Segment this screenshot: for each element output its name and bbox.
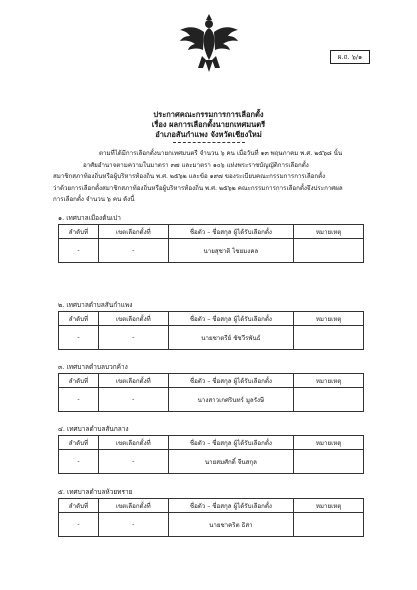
cell-elected-name: นายสุชาติ ไชยมงคล [168, 239, 294, 263]
column-header-order: ลำดับที่ [59, 312, 99, 326]
column-header-name: ชื่อตัว – ชื่อสกุล ผู้ได้รับเลือกตั้ง [168, 312, 294, 326]
column-header-note: หมายเหตุ [294, 499, 364, 513]
column-header-note: หมายเหตุ [294, 225, 364, 239]
municipality-section [58, 300, 364, 350]
column-header-zone: เขตเลือกตั้งที่ [98, 312, 168, 326]
column-header-name: ชื่อตัว – ชื่อสกุล ผู้ได้รับเลือกตั้ง [168, 499, 294, 513]
body-paragraph-2-line-2: สมาชิกสภาท้องถิ่นหรือผู้บริหารท้องถิ่น พ.ศ. ๒๕๖๒ และข้อ ๑๙๗ ของระเบียบคณะกรรมการการเลือกตั้ง [53, 173, 326, 180]
cell-elected-name: นายชาคริต ธิสา [168, 513, 294, 537]
cell-note [294, 326, 364, 350]
cell-order: - [59, 326, 99, 350]
column-header-name: ชื่อตัว – ชื่อสกุล ผู้ได้รับเลือกตั้ง [168, 225, 294, 239]
cell-zone: - [98, 513, 168, 537]
section-title: ๓. เทศบาลตำบลบวกค้าง [58, 363, 128, 371]
body-paragraph-2-line-1: อาศัยอำนาจตามความในมาตรา ๓๗ และมาตรา ๑๐๖ แห่งพระราชบัญญัติการเลือกตั้ง [83, 161, 309, 169]
cell-note [294, 450, 364, 474]
column-header-note: หมายเหตุ [294, 436, 364, 450]
municipality-section [58, 213, 364, 263]
column-header-order: ลำดับที่ [59, 436, 99, 450]
cell-zone: - [98, 450, 168, 474]
results-table [58, 498, 364, 537]
municipality-section [58, 487, 364, 537]
cell-elected-name: นางสาวเกศรินทร์ มูลรังษี [168, 388, 294, 412]
body-paragraph-1: ตามที่ได้มีการเลือกตั้งนายกเทศมนตรี จำนวน ๖ คน เมื่อวันที่ ๑๓ พฤษภาคม พ.ศ. ๒๕๖๘ นั้น [99, 150, 343, 157]
cell-order: - [59, 239, 99, 263]
section-title: ๕. เทศบาลตำบลห้วยทราย [58, 488, 133, 496]
section-title: ๔. เทศบาลตำบลสันกลาง [58, 425, 129, 433]
cell-zone: - [98, 326, 168, 350]
column-header-order: ลำดับที่ [59, 499, 99, 513]
table-header-row [59, 312, 364, 326]
table-row [59, 388, 364, 412]
municipality-section [58, 362, 364, 412]
column-header-order: ลำดับที่ [59, 374, 99, 388]
section-title: ๒. เทศบาลตำบลสันกำแพง [58, 301, 133, 309]
results-table [58, 373, 364, 412]
table-row [59, 513, 364, 537]
cell-zone: - [98, 388, 168, 412]
announcement-body [53, 148, 373, 206]
cell-elected-name: นายสมศักดิ์ จีนสกุล [168, 450, 294, 474]
column-header-note: หมายเหตุ [294, 312, 364, 326]
header-line-1: ประกาศคณะกรรมการการเลือกตั้ง [153, 110, 264, 119]
cell-order: - [59, 450, 99, 474]
cell-elected-name: นายชาตรีย์ ชัชวีรพันธ์ [168, 326, 294, 350]
table-header-row [59, 225, 364, 239]
column-header-zone: เขตเลือกตั้งที่ [98, 374, 168, 388]
column-header-order: ลำดับที่ [59, 225, 99, 239]
column-header-note: หมายเหตุ [294, 374, 364, 388]
cell-note [294, 513, 364, 537]
section-title: ๑. เทศบาลเมืองต้นเปา [58, 214, 121, 222]
cell-zone: - [98, 239, 168, 263]
cell-order: - [59, 513, 99, 537]
table-header-row [59, 374, 364, 388]
form-code-box: ผ.ถ. ๖/๑ [330, 50, 370, 64]
cell-note [294, 239, 364, 263]
announcement-header [0, 110, 417, 143]
column-header-zone: เขตเลือกตั้งที่ [98, 499, 168, 513]
table-row [59, 326, 364, 350]
table-row [59, 450, 364, 474]
column-header-zone: เขตเลือกตั้งที่ [98, 225, 168, 239]
table-header-row [59, 436, 364, 450]
municipality-section [58, 424, 364, 474]
cell-note [294, 388, 364, 412]
table-header-row [59, 499, 364, 513]
results-table [58, 224, 364, 263]
garuda-emblem-icon [176, 10, 242, 76]
body-paragraph-2-line-4: การเลือกตั้ง จำนวน ๖ คน ดังนี้ [53, 196, 135, 203]
column-header-zone: เขตเลือกตั้งที่ [98, 436, 168, 450]
header-line-3: อำเภอสันกำแพง จังหวัดเชียงใหม่ [155, 130, 262, 139]
header-divider [173, 142, 245, 143]
table-row [59, 239, 364, 263]
header-line-2: เรื่อง ผลการเลือกตั้งนายกเทศมนตรี [151, 120, 266, 129]
column-header-name: ชื่อตัว – ชื่อสกุล ผู้ได้รับเลือกตั้ง [168, 374, 294, 388]
cell-order: - [59, 388, 99, 412]
results-table [58, 311, 364, 350]
body-paragraph-2-line-3: ว่าด้วยการเลือกตั้งสมาชิกสภาท้องถิ่นหรือผู้บริหารท้องถิ่น พ.ศ. ๒๕๖๒ คณะกรรมการการเลือกตั้งจึงประกาศผล [53, 184, 343, 192]
results-table [58, 435, 364, 474]
column-header-name: ชื่อตัว – ชื่อสกุล ผู้ได้รับเลือกตั้ง [168, 436, 294, 450]
